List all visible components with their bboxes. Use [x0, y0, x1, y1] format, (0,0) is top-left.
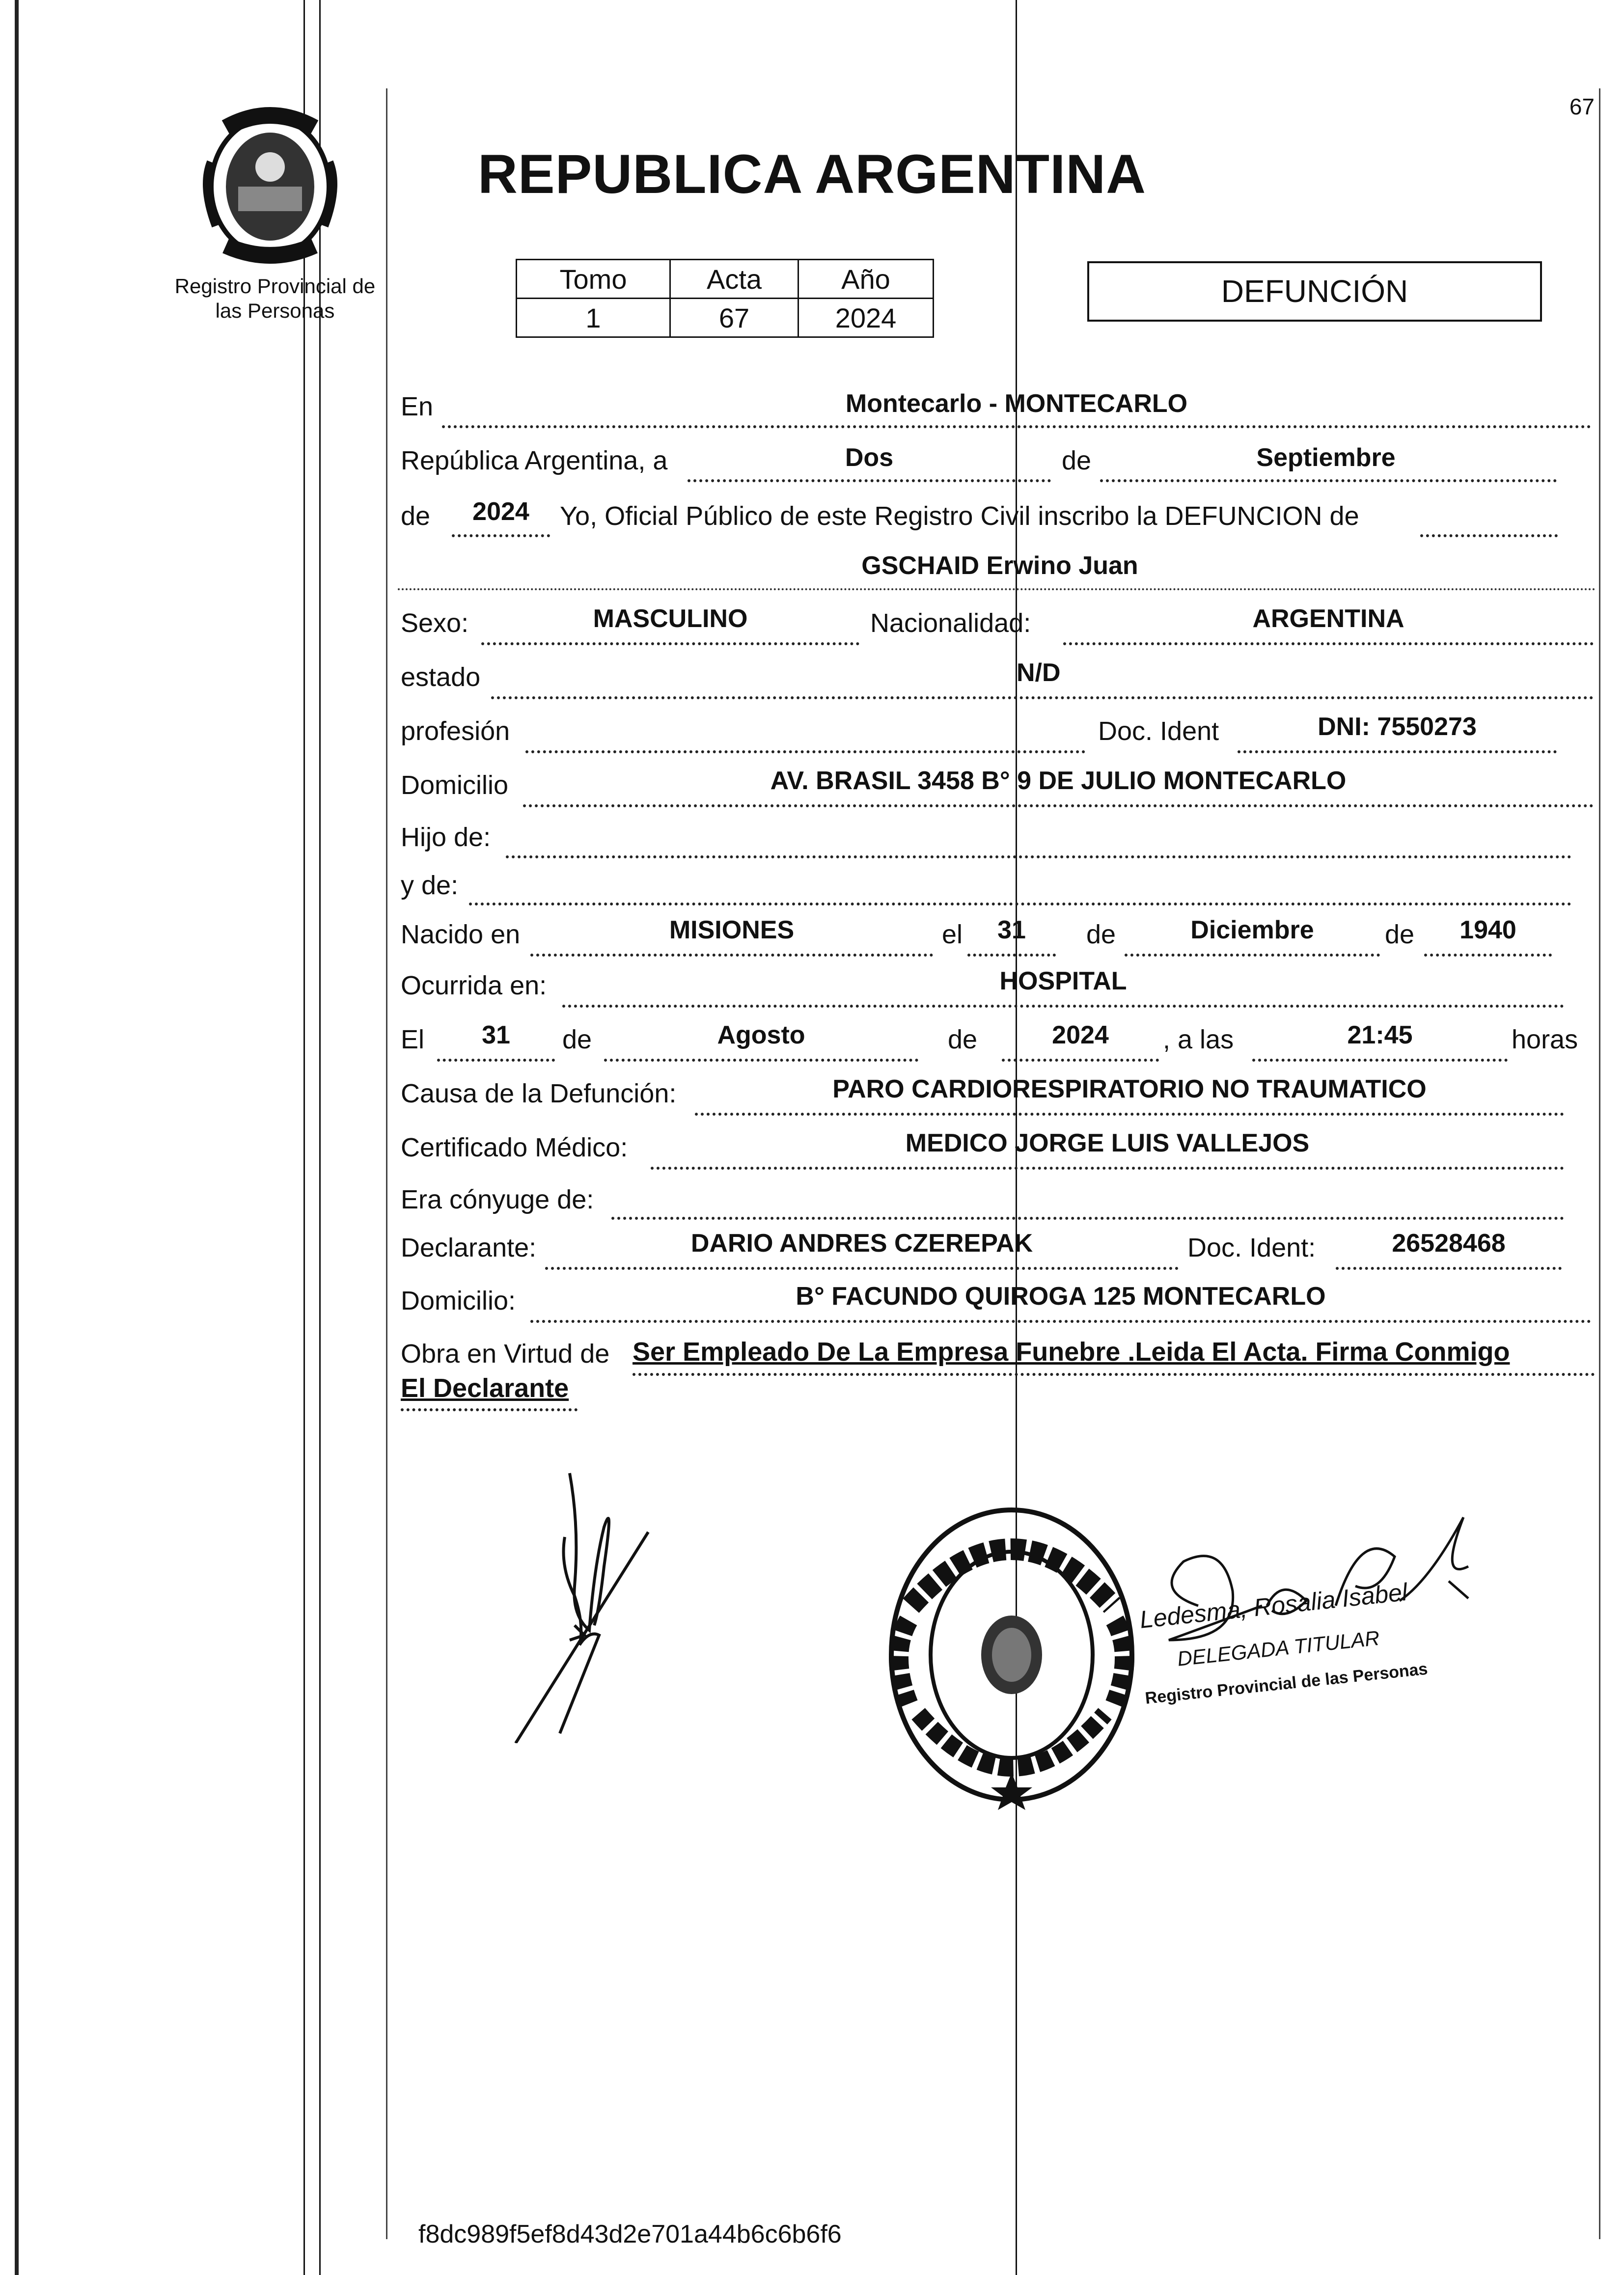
obra-value-line2: El Declarante	[401, 1373, 569, 1403]
official-title: DELEGADA TITULAR	[1176, 1626, 1381, 1671]
dotted-line	[967, 954, 1056, 957]
dotted-line	[525, 750, 1085, 753]
conyuge-label: Era cónyuge de:	[401, 1185, 594, 1214]
estado-value: N/D	[1017, 658, 1061, 687]
causa-value: PARO CARDIORESPIRATORIO NO TRAUMATICO	[832, 1075, 1427, 1103]
de-label: de	[401, 501, 431, 531]
en-value: Montecarlo - MONTECARLO	[845, 389, 1188, 418]
profesion-label: profesión	[401, 716, 510, 746]
sexo-value: MASCULINO	[593, 604, 748, 633]
seal-caption: Registro Provincial de las Personas	[174, 274, 376, 322]
dotted-line	[1420, 534, 1558, 537]
de-label: de	[948, 1025, 978, 1054]
registry-value-acta: 67	[670, 299, 798, 337]
domicilio-label: Domicilio	[401, 770, 509, 800]
dotted-line	[506, 855, 1571, 858]
dotted-line	[1002, 1059, 1159, 1062]
estado-label: estado	[401, 662, 481, 692]
dotted-line	[523, 804, 1594, 807]
dotted-line	[469, 903, 1571, 905]
day-value: Dos	[845, 443, 894, 472]
de-label: de	[1062, 446, 1092, 475]
official-office: Registro Provincial de las Personas	[1144, 1659, 1429, 1708]
birth-day: 31	[997, 916, 1026, 944]
dotted-line	[1125, 954, 1380, 957]
dotted-line	[604, 1059, 918, 1062]
official-name: Ledesma, Rosalia Isabel	[1138, 1578, 1409, 1634]
page-number: 67	[1569, 94, 1595, 119]
nacionalidad-value: ARGENTINA	[1252, 604, 1404, 633]
death-time: 21:45	[1347, 1021, 1413, 1049]
document-type-box: DEFUNCIÓN	[1087, 261, 1542, 322]
dotted-line	[530, 954, 933, 957]
ocurrida-label: Ocurrida en:	[401, 971, 547, 1000]
declarant-signature	[506, 1468, 668, 1743]
dotted-line	[398, 588, 1596, 590]
dotted-line	[1063, 642, 1594, 645]
death-year: 2024	[1052, 1021, 1109, 1049]
declarante-domicilio: B° FACUNDO QUIROGA 125 MONTECARLO	[796, 1282, 1326, 1311]
name-value: GSCHAID Erwino Juan	[861, 551, 1138, 580]
dotted-line	[1252, 1059, 1508, 1062]
death-day: 31	[482, 1021, 510, 1049]
page-right-border	[1599, 88, 1600, 2239]
dotted-line	[688, 479, 1051, 482]
sexo-label: Sexo:	[401, 608, 469, 638]
registry-table	[516, 259, 934, 338]
dotted-line	[452, 534, 550, 537]
certificado-value: MEDICO JORGE LUIS VALLEJOS	[905, 1129, 1310, 1157]
page-left-border	[386, 88, 387, 2239]
de-label: de	[1086, 920, 1116, 949]
dotted-line	[481, 642, 859, 645]
ocurrida-value: HOSPITAL	[999, 967, 1127, 995]
registry-value-anio: 2024	[798, 299, 934, 337]
dotted-line	[1100, 479, 1557, 482]
hijo-label: Hijo de:	[401, 822, 491, 852]
domicilio-value: AV. BRASIL 3458 B° 9 DE JULIO MONTECARLO	[770, 767, 1347, 795]
dotted-line	[545, 1267, 1179, 1270]
y-de-label: y de:	[401, 871, 459, 900]
registry-header-tomo: Tomo	[517, 260, 670, 299]
de-label: de	[562, 1025, 592, 1054]
registry-value-tomo: 1	[517, 299, 670, 337]
dotted-line	[1336, 1267, 1562, 1270]
dotted-line	[442, 425, 1591, 428]
declarante-label: Declarante:	[401, 1233, 537, 1262]
month-value: Septiembre	[1256, 443, 1396, 472]
domicilio-label: Domicilio:	[401, 1286, 516, 1316]
registry-header-anio: Año	[798, 260, 934, 299]
declarante-value: DARIO ANDRES CZEREPAK	[690, 1229, 1033, 1258]
obra-label: Obra en Virtud de	[401, 1339, 610, 1369]
document-hash: f8dc989f5ef8d43d2e701a44b6c6b6f6	[418, 2220, 842, 2248]
dotted-line	[633, 1373, 1595, 1376]
dotted-line	[530, 1320, 1591, 1323]
republica-label: República Argentina, a	[401, 446, 668, 475]
doc-ident-label: Doc. Ident:	[1187, 1233, 1316, 1262]
dotted-line	[1238, 750, 1557, 753]
dotted-line	[491, 696, 1594, 699]
dotted-line	[401, 1408, 578, 1411]
nacionalidad-label: Nacionalidad:	[870, 608, 1031, 638]
dotted-line	[651, 1167, 1564, 1170]
el-label: El	[401, 1025, 425, 1054]
scan-line	[303, 0, 305, 2275]
scan-left-edge	[15, 0, 19, 2275]
dotted-line	[611, 1217, 1564, 1220]
doc-ident-value: DNI: 7550273	[1318, 713, 1477, 741]
scan-line	[319, 0, 321, 2275]
dotted-line	[1424, 954, 1552, 957]
registry-header-acta: Acta	[670, 260, 798, 299]
birth-month: Diciembre	[1190, 916, 1314, 944]
doc-ident-label: Doc. Ident	[1098, 716, 1219, 746]
obra-value-line1: Ser Empleado De La Empresa Funebre .Leida El Acta. Firma Conmigo	[633, 1337, 1510, 1367]
dotted-line	[437, 1059, 555, 1062]
de-label: de	[1385, 920, 1415, 949]
year-value: 2024	[472, 497, 529, 526]
page-title: REPUBLICA ARGENTINA	[478, 143, 1146, 205]
declarante-doc: 26528468	[1392, 1229, 1506, 1258]
yo-text: Yo, Oficial Público de este Registro Civil inscribo la DEFUNCION de	[560, 501, 1359, 531]
certificado-label: Certificado Médico:	[401, 1133, 628, 1162]
death-month: Agosto	[717, 1021, 805, 1049]
nacido-label: Nacido en	[401, 920, 521, 949]
causa-label: Causa de la Defunción:	[401, 1079, 677, 1108]
dotted-line	[562, 1005, 1564, 1008]
birth-year: 1940	[1459, 916, 1516, 944]
a-las-label: , a las	[1163, 1025, 1234, 1054]
horas-label: horas	[1512, 1025, 1578, 1054]
dotted-line	[695, 1113, 1564, 1116]
nacido-value: MISIONES	[669, 916, 795, 944]
en-label: En	[401, 392, 434, 421]
el-label: el	[942, 920, 963, 949]
